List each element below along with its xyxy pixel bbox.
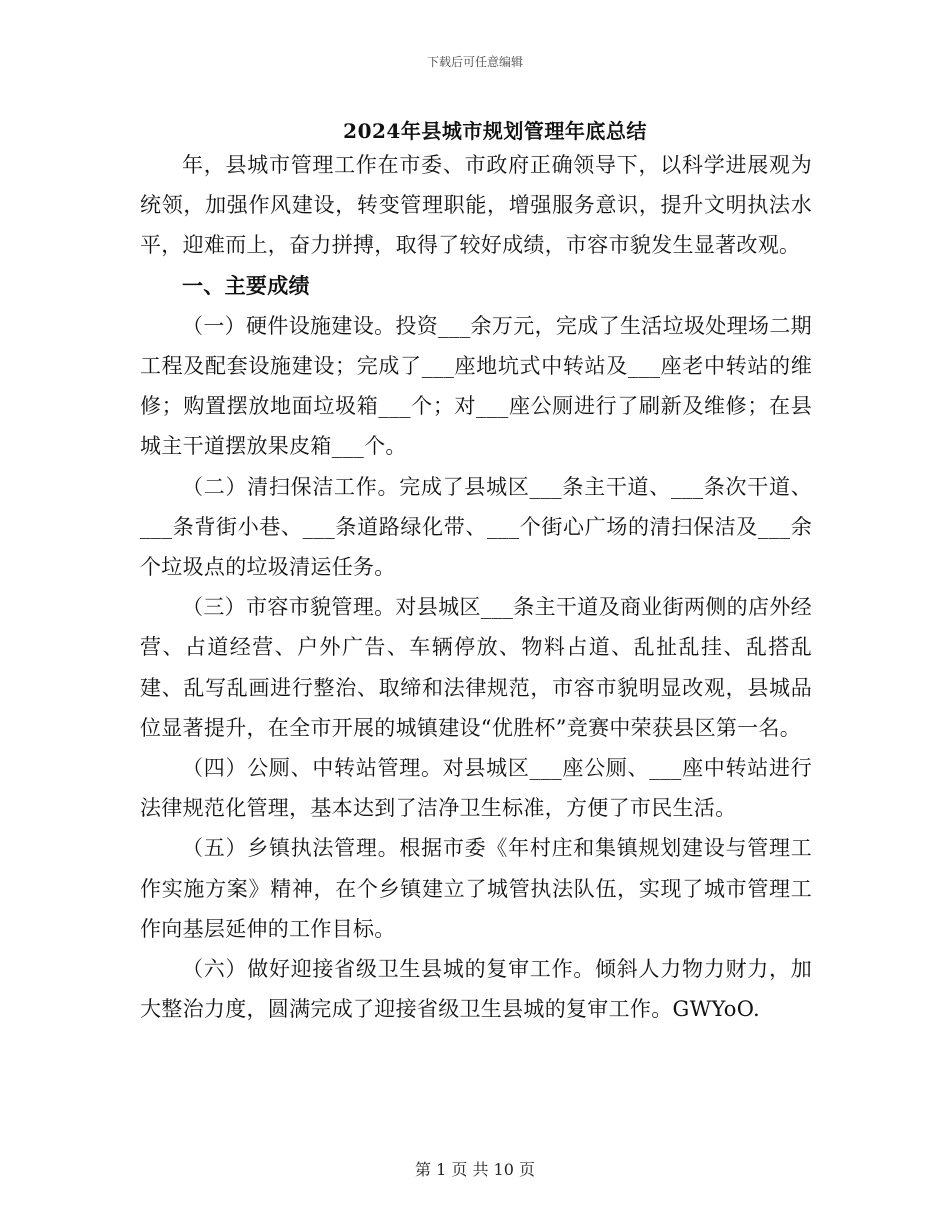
paragraph-city-appearance: （三）市容市貌管理。对县城区___条主干道及商业街两侧的店外经营、占道经营、户外广告、车辆停放、物料占道、乱扯乱挂、乱搭乱建、乱写乱画进行整治、取缔和法律规范，市容市貌明显改观，县城品位显著提升，在全市开展的城镇建设“优胜杯”竞赛中荣获县区第一名。 <box>140 595 812 740</box>
page-number: 第 1 页 共 10 页 <box>415 1160 535 1179</box>
document-body <box>140 145 812 1029</box>
paragraph-township-enforcement: （五）乡镇执法管理。根据市委《年村庄和集镇规划建设与管理工作实施方案》精神，在个乡镇建立了城管执法队伍，实现了城市管理工作向基层延伸的工作目标。 <box>140 836 812 941</box>
document-title: 2024年县城市规划管理年底总结 <box>343 119 647 143</box>
paragraph-sanitation-review: （六）做好迎接省级卫生县城的复审工作。倾斜人力物力财力，加大整治力度，圆满完成了迎接省级卫生县城的复审工作。GWYoO. <box>140 957 812 1022</box>
paragraph-toilets-stations: （四）公厕、中转站管理。对县城区___座公厕、___座中转站进行法律规范化管理，基本达到了洁净卫生标准，方便了市民生活。 <box>140 756 812 821</box>
section-heading-main-achievements: 一、主要成绩 <box>182 272 310 298</box>
paragraph-hardware-facilities: （一）硬件设施建设。投资___余万元，完成了生活垃圾处理场二期工程及配套设施建设；完成了___座地坑式中转站及___座老中转站的维修；购置摆放地面垃圾箱___个；对___座公厕进行了刷新及维修；在县城主干道摆放果皮箱___个。 <box>140 313 812 459</box>
paragraph-cleaning-work: （二）清扫保洁工作。完成了县城区___条主干道、___条次干道、___条背街小巷、___条道路绿化带、___个街心广场的清扫保洁及___余个垃圾点的垃圾清运任务。 <box>140 474 812 580</box>
intro-paragraph: 年，县城市管理工作在市委、市政府正确领导下，以科学进展观为统领，加强作风建设，转变管理职能，增强服务意识，提升文明执法水平，迎难而上，奋力拼搏，取得了较好成绩，市容市貌发生显著改观。 <box>140 153 812 258</box>
header-note: 下载后可任意编辑 <box>426 55 523 69</box>
